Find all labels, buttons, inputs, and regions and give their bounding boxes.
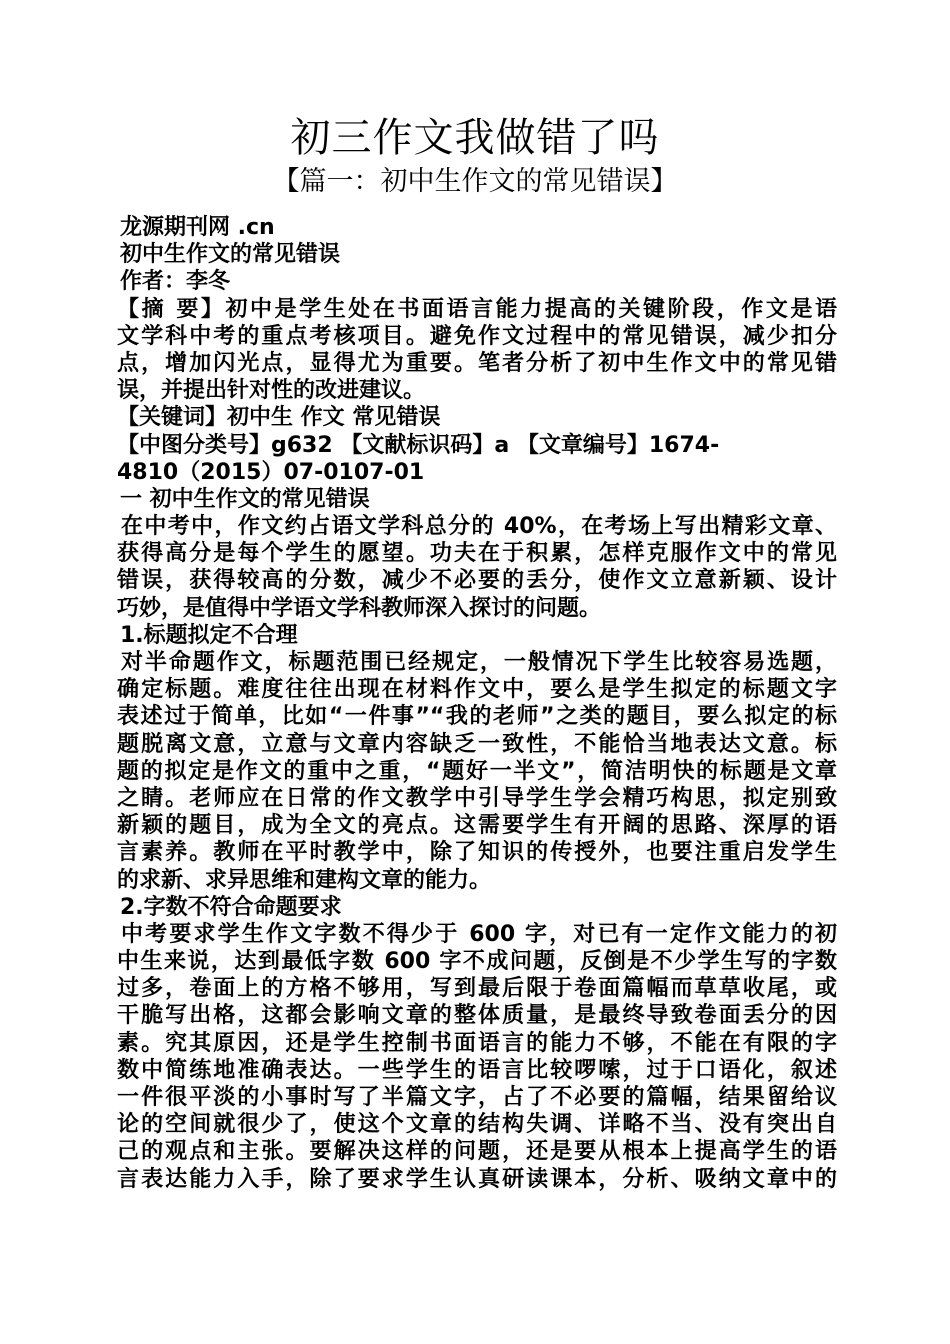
text-line: 中考要求学生作文字数不得少于 600 字，对已有一定作文能力的初 (121, 921, 837, 947)
text-line: 过多，卷面上的方格不够用，写到最后限于卷面篇幅而草草收尾，或 (117, 976, 837, 1002)
text-line: 初中生作文的常见错误 (120, 242, 341, 268)
text-line: 点，增加闪光点，显得尤为重要。笔者分析了初中生作文中的常见错 (117, 350, 837, 376)
text-line: 干脆写出格，这都会影响文章的整体质量，是最终导致卷面丢分的因 (117, 1003, 837, 1029)
text-line: 论的空间就很少了，使这个文章的结构失调、详略不当、没有突出自 (117, 1112, 837, 1138)
text-line: 文学科中考的重点考核项目。避免作文过程中的常见错误，减少扣分 (117, 323, 837, 349)
text-line: 确定标题。难度往往出现在材料作文中，要么是学生拟定的标题文字 (117, 677, 837, 703)
text-line: 言表达能力入手，除了要求学生认真研读课本，分析、吸纳文章中的 (117, 1166, 837, 1192)
text-line: 获得高分是每个学生的愿望。功夫在于积累，怎样克服作文中的常见 (117, 541, 837, 567)
page-subtitle: 【篇一：初中生作文的常见错误】 (272, 166, 678, 197)
text-line: 对半命题作文，标题范围已经规定，一般情况下学生比较容易选题， (121, 650, 837, 675)
section-heading: 一 初中生作文的常见错误 (120, 486, 370, 512)
text-line: 言素养。教师在平时教学中，除了知识的传授外，也要注重启发学生 (117, 840, 837, 866)
text-line: 素。究其原因，还是学生控制书面语言的能力不够，不能在有限的字 (117, 1030, 837, 1056)
text-line: 题脱离文意，立意与文章内容缺乏一致性，不能恰当地表达文意。标 (117, 731, 837, 757)
text-line: 题的拟定是作文的重中之重，“题好一半文”，简洁明快的标题是文章 (117, 758, 837, 784)
text-line: 之睛。老师应在日常的作文教学中引导学生学会精巧构思，拟定别致 (117, 785, 837, 811)
page-title: 初三作文我做错了吗 (290, 115, 660, 161)
text-line: 表述过于简单，比如“一件事”“我的老师”之类的题目，要么拟定的标 (117, 704, 837, 730)
text-line: 在中考中，作文约占语文学科总分的 40%，在考场上写出精彩文章、 (121, 514, 837, 540)
text-line: 作者：李冬 (120, 269, 231, 295)
section-heading: 1.标题拟定不合理 (120, 622, 298, 648)
text-line: 己的观点和主张。要解决这样的问题，还是要从根本上提高学生的语 (117, 1139, 837, 1165)
text-line: 误，并提出针对性的改进建议。 (117, 378, 426, 404)
text-line: 【摘 要】初中是学生处在书面语言能力提高的关键阶段，作文是语 (117, 296, 837, 322)
text-line: 【关键词】初中生 作文 常见错误 (117, 405, 441, 431)
text-line: 【中图分类号】g632 【文献标识码】a 【文章编号】1674- (117, 432, 720, 458)
text-line: 数中简练地准确表达。一些学生的语言比较啰嗦，过于口语化，叙述 (117, 1057, 837, 1083)
text-line: 一件很平淡的小事时写了半篇文字，占了不必要的篇幅，结果留给议 (117, 1085, 837, 1110)
section-heading: 2.字数不符合命题要求 (120, 894, 342, 920)
document-body (117, 214, 837, 1193)
text-line: 新颖的题目，成为全文的亮点。这需要学生有开阔的思路、深厚的语 (117, 813, 837, 839)
text-line: 中生来说，达到最低字数 600 字不成问题，反倒是不少学生写的字数 (117, 949, 837, 975)
text-line: 巧妙，是值得中学语文学科教师深入探讨的问题。 (117, 595, 602, 621)
text-line: 的求新、求异思维和建构文章的能力。 (117, 867, 492, 893)
text-line: 龙源期刊网 .cn (120, 215, 275, 240)
text-line: 4810（2015）07-0107-01 (117, 459, 425, 485)
text-line: 错误，获得较高的分数，减少不必要的丢分，使作文立意新颖、设计 (117, 568, 837, 594)
